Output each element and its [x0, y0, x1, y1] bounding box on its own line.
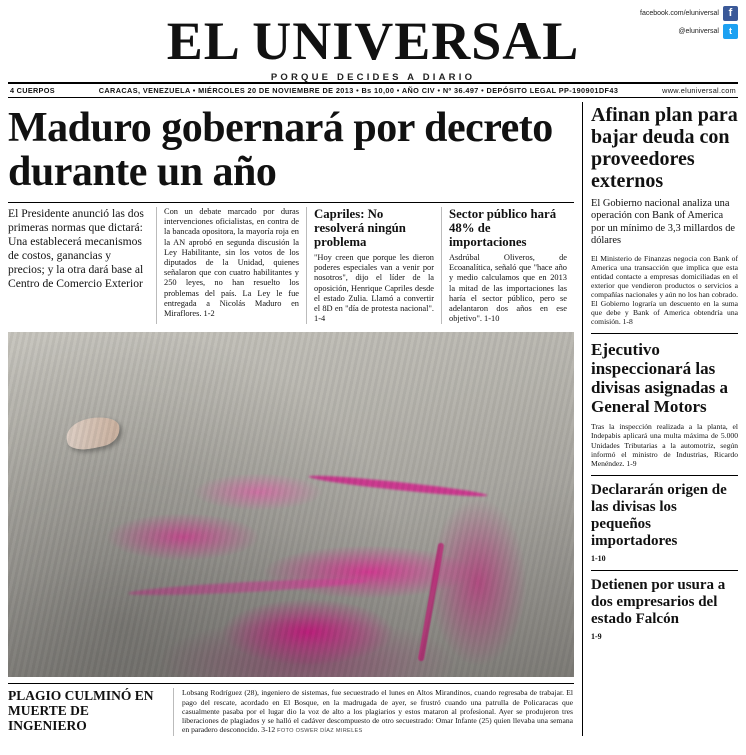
sidebar-story-1-body: "Hoy creen que porque les dieron poderes especiales van a venir por nosotros", dijo el líder de la oposición, Henrique Capriles desde el estado Zulia. Llamó a convertir el 8D en "día de protesta nacional". 1-4: [314, 253, 434, 324]
right-column: [582, 102, 738, 736]
photo-credit: FOTO OSWER DÍAZ MIRELES: [277, 728, 363, 735]
lead-column-1: [8, 207, 156, 324]
photo-caption-block: [8, 683, 574, 736]
lead-column-3: [306, 207, 441, 324]
main-column: [8, 102, 582, 736]
twitter-label: @eluniversal: [678, 28, 719, 35]
right-story-1-body: El Ministerio de Finanzas negocia con Bank of America una transacción que implica que esta entidad contacte a empresas domiciliadas en el exterior que vendieron productos o servicios a compañías nacionales y aún no los han cobrado. El Gobierno lograría un descuento en la suma que debe y Bank of America obtendría una comisión. 1-8: [591, 253, 738, 327]
sections-count: 4 CUERPOS: [10, 86, 55, 95]
facebook-icon[interactable]: f: [723, 6, 738, 21]
photo-caption-headline[interactable]: PLAGIO CULMINÓ EN MUERTE DE INGENIERO: [8, 688, 154, 734]
sidebar-story-2-headline[interactable]: Sector público hará 48% de importaciones: [449, 207, 557, 249]
social-links: [618, 6, 738, 42]
lead-body: Con un debate marcado por duras intervenciones oficialistas, en contra de la bancada opositora, la mayoría roja en la AN aprobó en segunda discusión la Ley Habilitante, sin los votos de los diputados de la Unidad, quienes señalaron que con cuatro habilitantes y 250 leyes, no han resuelto los problemas del país. La Ley le fue entregada a Nicolás Maduro en Miraflores. 1-2: [164, 207, 299, 319]
right-story-3-pageref: 1-10: [591, 553, 606, 563]
lead-column-4: [441, 207, 574, 324]
paint-smear: [128, 576, 368, 599]
hand-in-photo: [63, 413, 122, 454]
right-story-1-headline[interactable]: Afinan plan para bajar deuda con proveedores externos: [591, 104, 738, 192]
right-story-1-lead: El Gobierno nacional analiza una operación con Bank of America por un mínimo de 3,3 millardos de dólares: [591, 198, 736, 247]
twitter-link[interactable]: [618, 24, 738, 39]
newspaper-slogan: PORQUE DECIDES A DIARIO: [270, 72, 476, 83]
divider-2: [591, 475, 738, 476]
page-grid: [8, 102, 738, 736]
newspaper-title: EL UNIVERSAL: [166, 11, 580, 71]
divider-3: [591, 570, 738, 571]
divider-1: [591, 333, 738, 334]
masthead: [8, 0, 738, 83]
lead-summary: El Presidente anunció las dos primeras normas que dictará: Una establecerá mecanismos de costos, ganancias y precios; y la otra dará base al Centro de Comercio Exterior: [8, 207, 144, 290]
paint-drip: [418, 543, 445, 662]
lead-column-2: [156, 207, 306, 324]
sidebar-story-1-headline[interactable]: Capriles: No resolverá ningún problema: [314, 207, 406, 249]
facebook-label: facebook.com/eluniversal: [640, 10, 719, 17]
right-story-2-headline[interactable]: Ejecutivo inspeccionará las divisas asignadas a General Motors: [591, 340, 728, 417]
issue-info: CARACAS, VENEZUELA • MIÉRCOLES 20 DE NOVIEMBRE DE 2013 • Bs 10,00 • AÑO CIV • Nº 36.497 • DEPÓSITO LEGAL PP-190901DF43: [98, 86, 619, 95]
dateline-bar: [8, 84, 738, 98]
right-story-4-pageref: 1-9: [591, 631, 602, 641]
website-url[interactable]: www.eluniversal.com: [662, 86, 736, 95]
crime-scene-photo: [8, 332, 574, 677]
facebook-link[interactable]: [618, 6, 738, 21]
main-photo: [8, 332, 574, 677]
paint-splatter: [308, 473, 488, 500]
right-story-3-headline[interactable]: Declararán origen de las divisas los pequeños importadores: [591, 481, 727, 549]
photo-caption-body: Lobsang Rodríguez (28), ingeniero de sistemas, fue secuestrado el lunes en Altos Mirandinos, cuando regresaba de trabajar. El pago del rescate, acordado en El Bosque, en la madrugada de ayer, se frustró cuando una patrulla de Policaracas que casualmente pasaba por el lugar dio la voz de alto a los plagiarios y estos mataron al profesional. Ayer se produjeron tres liberaciones de plagiados y se halló el cadáver descompuesto de otro secuestrado: Omar Infante (25) quien llevaba una semana en paradero desconocido. 3-12: [182, 688, 573, 735]
main-headline[interactable]: Maduro gobernará por decreto durante un año: [8, 105, 553, 195]
lead-columns: [8, 202, 574, 324]
right-story-2-body: Tras la inspección realizada a la planta, el Indepabis aplicará una multa máxima de 5.000 Unidades Tributarias a la automotriz, según informó el ministro de Industrias, Ricardo Menéndez. 1-9: [591, 422, 738, 468]
sidebar-story-2-body: Asdrúbal Oliveros, de Ecoanalítica, señaló que "hace año y medio calculamos que en 2013 la mitad de las importaciones las haría el sector público, pero se adelantaron dos años en ese objetivo". 1-10: [449, 253, 567, 324]
twitter-icon[interactable]: t: [723, 24, 738, 39]
photo-caption-text: [173, 688, 573, 736]
right-story-4-headline[interactable]: Detienen por usura a dos empresarios del estado Falcón: [591, 576, 726, 627]
